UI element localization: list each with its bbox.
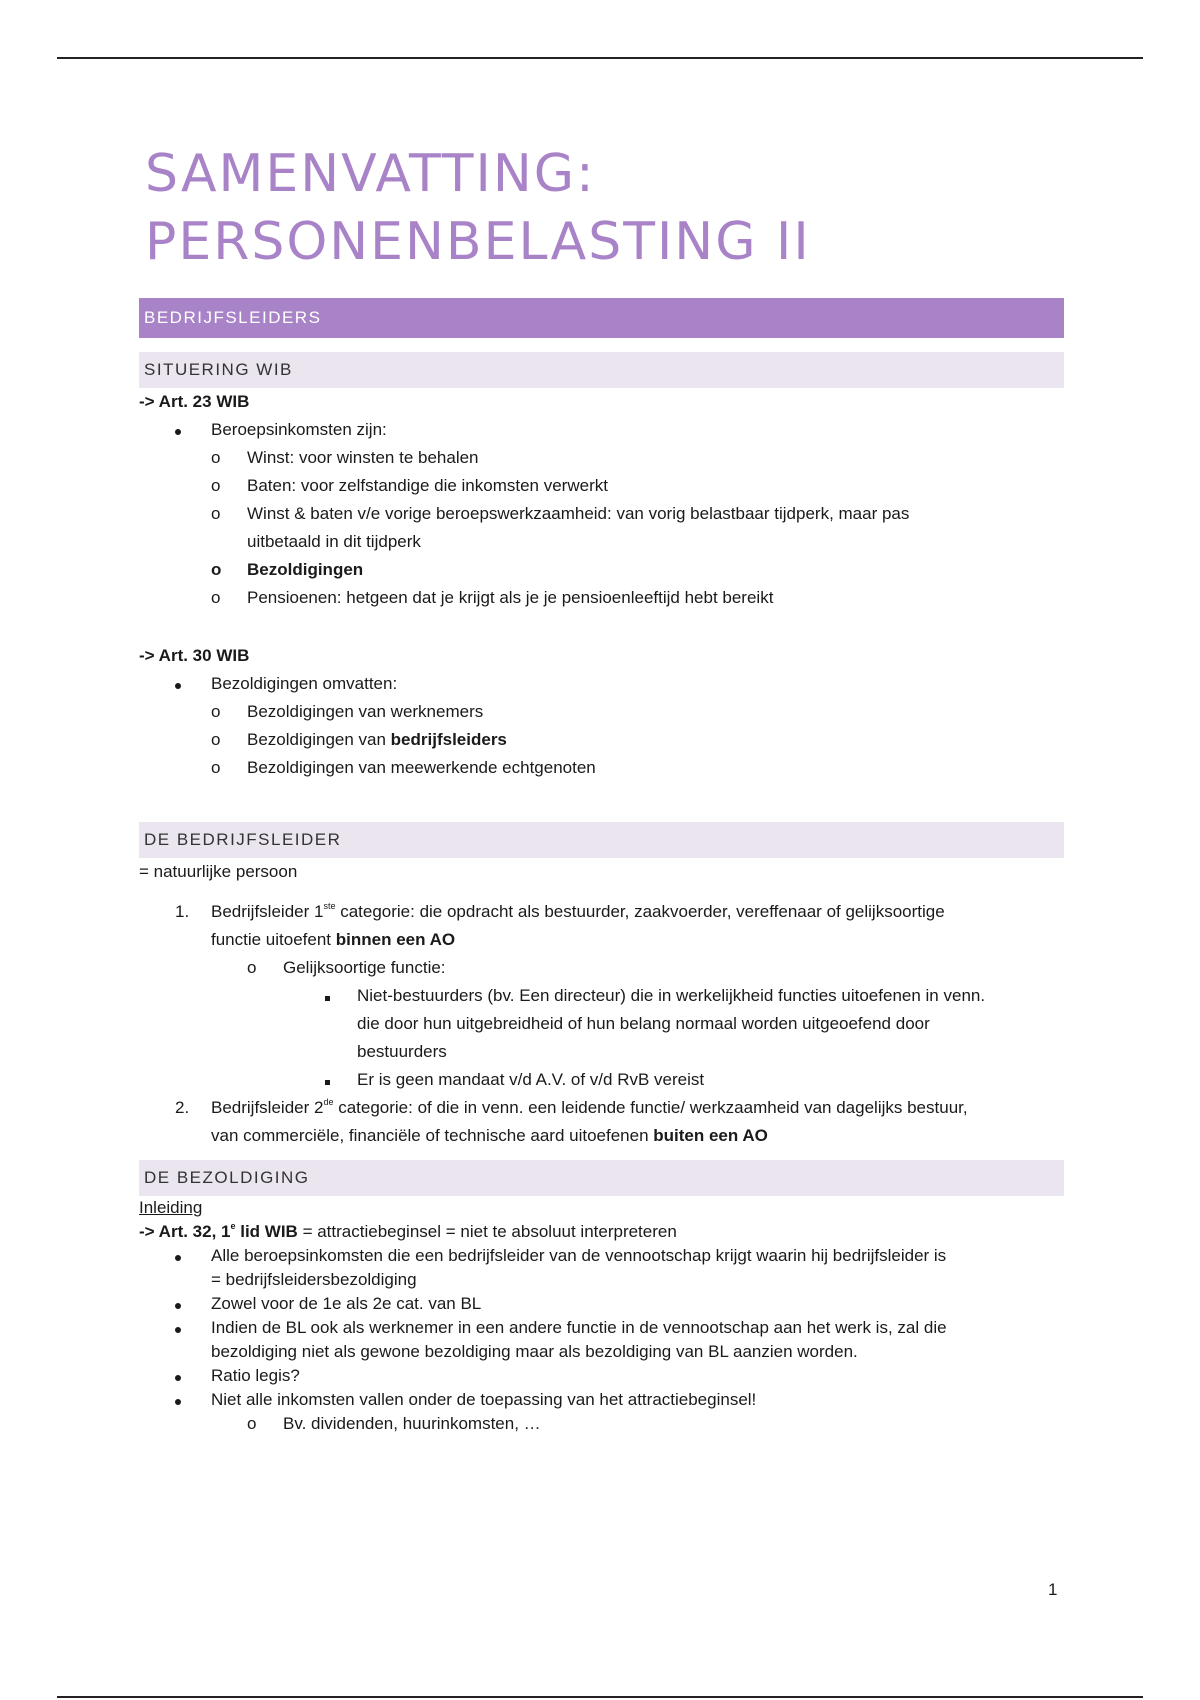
list-item: o Winst: voor winsten te behalen [139,444,1064,472]
list-item: o Gelijksoortige functie: [139,954,1064,982]
document-body [139,140,1064,1436]
circle-bullet-icon: o [211,702,221,721]
list-item-continuation: bezoldiging niet als gewone bezoldiging maar als bezoldiging van BL aanzien worden. [211,1342,858,1361]
title-line-2: PERSONENBELASTING II [145,212,811,272]
list-item-continuation: = bedrijfsleidersbezoldiging [211,1270,417,1289]
bullet-icon [175,1364,181,1388]
bottom-rule [57,1696,1143,1698]
subheading-inleiding: Inleiding [139,1198,203,1217]
list-item: Niet-bestuurders (bv. Een directeur) die in werkelijkheid functies uitoefenen in venn. [139,982,1064,1010]
page-number: 1 [1048,1580,1058,1599]
list-item-continuation: bestuurders [357,1042,447,1061]
list-item: Alle beroepsinkomsten die een bedrijfsleider van de vennootschap krijgt waarin hij bedrijfsleider is [139,1244,1064,1268]
circle-bullet-icon: o [247,1414,257,1433]
heading-de-bedrijfsleider: DE BEDRIJFSLEIDER [139,822,1064,858]
list-item: o Bv. dividenden, huurinkomsten, … [139,1412,1064,1436]
numbered-item-2: 2. Bedrijfsleider 2de categorie: of die in venn. een leidende functie/ werkzaamheid van dagelijks bestuur, [175,1097,968,1117]
art23-reference: -> Art. 23 WIB [139,392,250,411]
title-line-1: SAMENVATTING: [145,144,596,204]
heading-de-bezoldiging: DE BEZOLDIGING [139,1160,1064,1196]
art30-reference: -> Art. 30 WIB [139,646,250,665]
numbered-item-2-continuation: van commerciële, financiële of technische aard uitoefenen buiten een AO [211,1126,768,1145]
bullet-icon [175,416,181,444]
circle-bullet-icon: o [247,958,257,977]
circle-bullet-icon: o [211,758,221,777]
circle-bullet-icon: o [211,588,221,607]
bullet-icon [175,1244,181,1268]
bullet-icon [175,1292,181,1316]
circle-bullet-icon: o [211,730,221,749]
numbered-item-1: 1. Bedrijfsleider 1ste categorie: die opdracht als bestuurder, zaakvoerder, vereffenaar of gelijksoortige [175,901,945,921]
circle-bullet-icon: o [211,504,221,523]
square-bullet-icon [325,982,330,1010]
list-item: o Winst & baten v/e vorige beroepswerkzaamheid: van vorig belastbaar tijdperk, maar pas [139,500,1064,528]
list-item: Beroepsinkomsten zijn: [139,416,1064,444]
circle-bullet-icon: o [211,448,221,467]
list-item: Bezoldigingen omvatten: [139,670,1064,698]
list-item: o Bezoldigingen van meewerkende echtgenoten [139,754,1064,782]
top-rule [57,57,1143,59]
section-heading-bedrijfsleiders: BEDRIJFSLEIDERS [139,298,1064,338]
list-item: Ratio legis? [139,1364,1064,1388]
list-item: o Bezoldigingen [139,556,1064,584]
list-item: o Bezoldigingen van werknemers [139,698,1064,726]
list-item-continuation: uitbetaald in dit tijdperk [247,532,421,551]
numbered-item-1-continuation: functie uitoefent binnen een AO [211,930,456,949]
bullet-icon [175,1316,181,1340]
bullet-icon [175,1388,181,1412]
square-bullet-icon [325,1066,330,1094]
list-item: o Pensioenen: hetgeen dat je krijgt als je je pensioenleeftijd hebt bereikt [139,584,1064,612]
list-item: Er is geen mandaat v/d A.V. of v/d RvB vereist [139,1066,1064,1094]
list-item: o Bezoldigingen van bedrijfsleiders [139,726,1064,754]
list-item: Indien de BL ook als werknemer in een andere functie in de vennootschap aan het werk is, zal die [139,1316,1064,1340]
list-item: Niet alle inkomsten vallen onder de toepassing van het attractiebeginsel! [139,1388,1064,1412]
list-item: o Baten: voor zelfstandige die inkomsten verwerkt [139,472,1064,500]
document-title [145,140,1064,276]
list-item: Zowel voor de 1e als 2e cat. van BL [139,1292,1064,1316]
list-item-continuation: die door hun uitgebreidheid of hun belang normaal worden uitgeoefend door [357,1014,930,1033]
heading-situering-wib: SITUERING WIB [139,352,1064,388]
bullet-icon [175,670,181,698]
art32-reference: -> Art. 32, 1e lid WIB = attractiebeginsel = niet te absoluut interpreteren [139,1221,677,1241]
circle-bullet-icon: o [211,560,222,579]
circle-bullet-icon: o [211,476,221,495]
definition-text: = natuurlijke persoon [139,862,298,881]
